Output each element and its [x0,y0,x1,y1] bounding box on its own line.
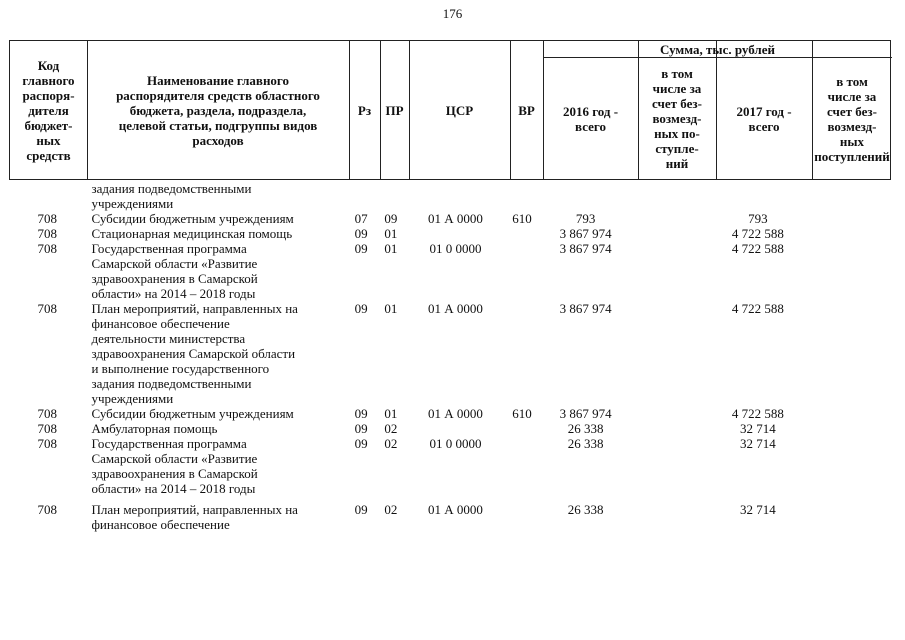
header-2016-total: 2016 год - всего [562,103,619,134]
cell-2016-total: 3 867 974 [559,406,612,421]
cell-vr [506,502,539,532]
cell-2017-free [806,301,891,406]
cell-2017-total: 4 722 588 [731,406,784,421]
cell-pr: 01 [384,406,398,421]
table-header [9,40,891,180]
cell-vr: 610 [512,211,532,226]
cell-csr: 01 А 0000 [428,301,483,316]
cell-2016-free [633,421,710,436]
cell-rz: 09 [354,226,368,241]
table-row [9,421,891,436]
cell-code: 708 [37,436,57,451]
cell-name: задания подведомственными учреждениями [91,181,252,211]
table-row [9,241,891,301]
cell-2017-free [806,421,891,436]
cell-code: 708 [37,502,57,517]
cell-pr: 01 [384,241,398,256]
header-name: Наименование главного распорядителя средств областного бюджета, раздела, подраздела, целевой статьи, подгруппы видов расходов [116,72,320,148]
cell-2017-free [806,436,891,496]
header-code: Код главного распоря- дителя бюджет- ных средств [22,57,75,163]
cell-2016-free [633,226,710,241]
cell-code [9,181,85,211]
cell-2017-free [806,406,891,421]
cell-2017-total [710,181,805,211]
cell-code: 708 [37,406,57,421]
cell-2017-free [806,181,891,211]
table-row [9,406,891,421]
cell-rz: 09 [354,502,368,517]
cell-vr [506,226,539,241]
cell-code: 708 [37,226,57,241]
cell-csr: 01 А 0000 [428,211,483,226]
header-pr: ПР [385,102,404,118]
cell-2017-free [806,211,891,226]
cell-vr [506,436,539,496]
cell-vr [506,241,539,301]
cell-2017-free [806,241,891,301]
cell-2016-free [633,301,710,406]
cell-2016-total: 793 [575,211,596,226]
table-row [9,226,891,241]
cell-code: 708 [37,241,57,256]
cell-name: Государственная программа Самарской области «Развитие здравоохранения в Самарской области» на 2014 – 2018 годы [91,241,258,301]
cell-name: Стационарная медицинская помощь [91,226,293,241]
table-row [9,181,891,211]
cell-pr: 01 [384,301,398,316]
table-body [9,181,891,532]
cell-2017-free [806,226,891,241]
cell-2017-total: 4 722 588 [731,241,784,256]
cell-pr: 01 [384,226,398,241]
cell-2016-total [538,181,632,211]
cell-vr [506,421,539,436]
cell-name: Субсидии бюджетным учреждениям [91,406,294,421]
cell-pr: 09 [384,211,398,226]
cell-2016-total: 26 338 [567,421,604,436]
cell-code: 708 [37,211,57,226]
cell-rz: 09 [354,421,368,436]
header-2017-total: 2017 год - всего [736,103,792,134]
cell-rz: 07 [354,211,368,226]
header-2016-free: в том числе за счет без- возмезд- ных по- ступле- ний [652,66,702,171]
cell-pr: 02 [384,502,398,517]
cell-2016-free [633,211,710,226]
cell-csr [405,181,505,211]
cell-2016-total: 3 867 974 [559,241,612,256]
cell-2016-total: 26 338 [567,436,604,451]
table-row [9,211,891,226]
cell-rz: 09 [354,301,368,316]
header-2017-free: в том числе за счет без- возмезд- ных поступлений [814,73,890,164]
cell-2016-total: 3 867 974 [559,226,612,241]
cell-2016-free [633,241,710,301]
cell-code: 708 [37,421,57,436]
cell-2016-free [633,406,710,421]
cell-csr: 01 А 0000 [428,406,483,421]
cell-pr: 02 [384,436,398,451]
header-rz: Рз [357,102,372,118]
cell-2017-total: 4 722 588 [731,301,784,316]
cell-pr: 02 [384,421,398,436]
header-sum-title: Сумма, тыс. рублей [660,41,775,57]
cell-2016-free [633,502,710,532]
cell-2016-free [633,181,710,211]
cell-csr: 01 0 0000 [429,241,482,256]
cell-pr [377,181,406,211]
table-row [9,301,891,406]
cell-vr: 610 [512,406,532,421]
table-row [9,502,891,532]
cell-csr [405,226,505,241]
cell-2017-free [806,502,891,532]
cell-2016-free [633,436,710,496]
page-number: 176 [442,6,463,21]
cell-csr [405,421,505,436]
cell-2017-total: 32 714 [740,436,776,451]
cell-2016-total: 26 338 [567,502,604,517]
cell-2017-total: 793 [748,211,768,226]
header-vr: ВР [518,102,535,118]
table-row [9,436,891,496]
cell-2017-total: 4 722 588 [731,226,784,241]
cell-csr: 01 0 0000 [429,436,482,451]
cell-2017-total: 32 714 [740,502,776,517]
cell-name: План мероприятий, направленных на финансовое обеспечение деятельности министерства здравоохранения Самарской области и выполнение государственного задания подведомственными учреждениями [91,301,298,406]
header-csr: ЦСР [445,102,474,118]
cell-vr [506,181,539,211]
cell-2017-total: 32 714 [740,421,776,436]
cell-name: План мероприятий, направленных на финансовое обеспечение [91,502,298,532]
cell-2016-total: 3 867 974 [559,301,612,316]
cell-name: Амбулаторная помощь [91,421,218,436]
cell-csr: 01 А 0000 [428,502,483,517]
cell-name: Субсидии бюджетным учреждениям [91,211,294,226]
cell-vr [506,301,539,406]
cell-rz: 09 [354,436,368,451]
cell-code: 708 [37,301,57,316]
cell-rz: 09 [354,241,368,256]
cell-rz [346,181,377,211]
cell-name: Государственная программа Самарской области «Развитие здравоохранения в Самарской области» на 2014 – 2018 годы [91,436,258,496]
cell-rz: 09 [354,406,368,421]
